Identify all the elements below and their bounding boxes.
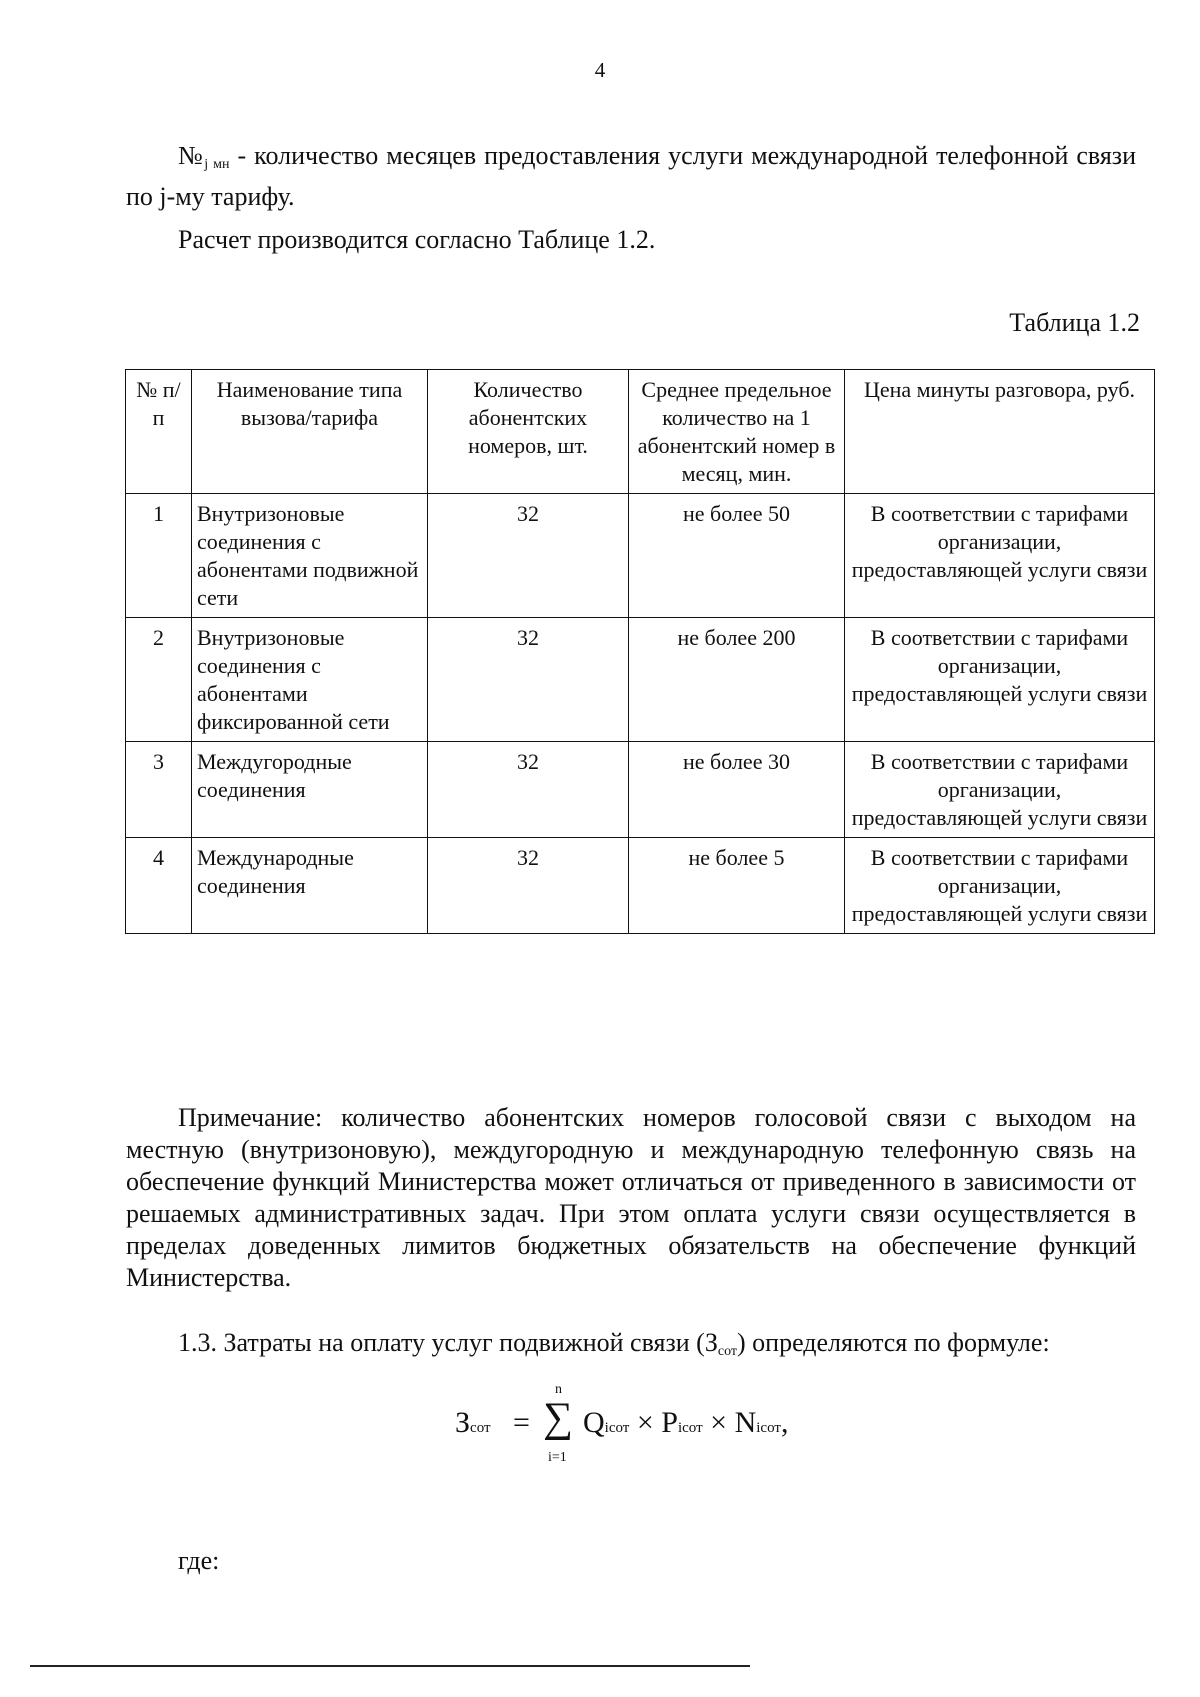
page-number: 4 (594, 58, 606, 82)
row-avg: не более 200 (629, 618, 845, 742)
row-name: Внутризоновые соединения с абонентами подвижной сети (192, 494, 428, 618)
section-heading (126, 1327, 1136, 1368)
row-name: Внутризоновые соединения с абонентами фиксированной сети (192, 618, 428, 742)
header-avg: Среднее предельное количество на 1 абонентский номер в месяц, мин. (629, 370, 845, 494)
times-sign: × (636, 1406, 654, 1439)
sum-upper-limit: n (555, 1382, 562, 1397)
term-q-subscript: iсот (604, 1420, 630, 1436)
term-p: P (661, 1406, 678, 1439)
times-sign: × (710, 1406, 728, 1439)
formula-equals: = (513, 1406, 530, 1439)
row-qty: 32 (428, 838, 629, 934)
definition-symbol-subscript: j мн (204, 157, 230, 172)
row-avg: не более 5 (629, 838, 845, 934)
formula-end: , (780, 1406, 789, 1439)
header-qty: Количество абонентских номеров, шт. (428, 370, 629, 494)
table-caption: Таблица 1.2 (1009, 308, 1140, 337)
term-q: Q (583, 1406, 605, 1439)
term-n-subscript: iсот (756, 1420, 781, 1436)
row-avg: не более 30 (629, 742, 845, 838)
formula-lhs: Зсот (455, 1406, 491, 1439)
row-avg: не более 50 (629, 494, 845, 618)
row-price: В соответствии с тарифами организации, предоставляющей услуги связи (845, 838, 1155, 934)
term-n: N (734, 1406, 757, 1439)
cost-formula (455, 1382, 855, 1472)
where-label: где: (178, 1546, 220, 1575)
row-price: В соответствии с тарифами организации, предоставляющей услуги связи (845, 618, 1155, 742)
definition-symbol: № (178, 141, 205, 170)
calculation-note: Расчет производится согласно Таблице 1.2. (178, 225, 656, 254)
formula-terms (583, 1406, 788, 1440)
header-price: Цена минуты разговора, руб. (845, 370, 1155, 494)
table-row (126, 618, 1155, 742)
sum-lower-limit: i=1 (548, 1450, 567, 1465)
row-num: 4 (126, 838, 192, 934)
table-row (126, 494, 1155, 618)
row-qty: 32 (428, 494, 629, 618)
section-text-before: 1.3. Затраты на оплату услуг подвижной связи (З (178, 1328, 718, 1357)
formula-lhs-subscript: сот (470, 1420, 491, 1436)
row-price: В соответствии с тарифами организации, предоставляющей услуги связи (845, 742, 1155, 838)
row-price: В соответствии с тарифами организации, предоставляющей услуги связи (845, 494, 1155, 618)
term-p-subscript: iсот (677, 1420, 703, 1436)
definition-paragraph (126, 140, 1136, 213)
footer-divider (30, 1665, 750, 1667)
table-header-row (126, 370, 1155, 494)
table-row (126, 742, 1155, 838)
definition-text: - количество месяцев предоставления услуги международной телефонной связи по j-му тарифу. (126, 141, 1136, 211)
sum-sign: ∑ (543, 1395, 573, 1441)
table-row (126, 838, 1155, 934)
row-qty: 32 (428, 618, 629, 742)
header-name: Наименование типа вызова/тарифа (192, 370, 428, 494)
section-subscript: сот (717, 1344, 738, 1359)
row-num: 1 (126, 494, 192, 618)
row-qty: 32 (428, 742, 629, 838)
row-name: Междугородные соединения (192, 742, 428, 838)
row-name: Международные соединения (192, 838, 428, 934)
header-num: № п/п (126, 370, 192, 494)
row-num: 3 (126, 742, 192, 838)
note-paragraph: Примечание: количество абонентских номеров голосовой связи с выходом на местную (внутризоновую), междугородную и международную телефонную связь на обеспечение функций Министерства может отличаться от приведенного в зависимости от решаемых административных задач. При этом оплата услуги связи осуществляется в пределах доведенных лимитов бюджетных обязательств на обеспечение функций Министерства. (126, 1103, 1136, 1292)
section-text-after: ) определяются по формуле: (737, 1328, 1050, 1357)
row-num: 2 (126, 618, 192, 742)
tariff-table (125, 369, 1155, 934)
